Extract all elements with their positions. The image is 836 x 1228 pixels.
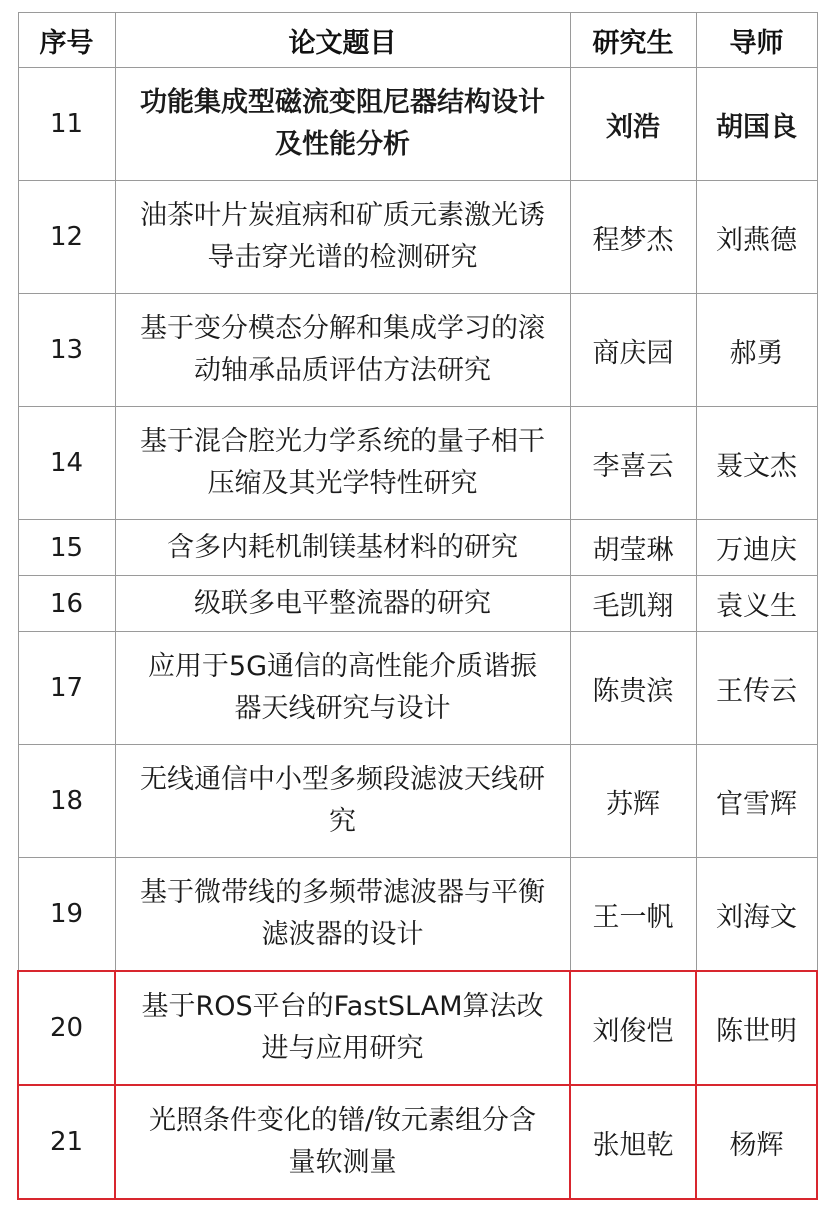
row-advisor: 王传云	[696, 632, 817, 745]
table-row	[18, 520, 817, 576]
row-student: 王一帆	[570, 858, 696, 972]
row-student: 陈贵滨	[570, 632, 696, 745]
title-line: 及性能分析	[275, 129, 410, 160]
row-advisor: 郝勇	[696, 294, 817, 407]
title-line: 导击穿光谱的检测研究	[207, 242, 478, 273]
row-advisor: 刘海文	[696, 858, 817, 972]
row-title	[115, 971, 570, 1085]
row-num: 11	[18, 68, 115, 181]
table-row	[18, 181, 817, 294]
row-advisor: 刘燕德	[696, 181, 817, 294]
title-line: 基于微带线的多频带滤波器与平衡	[140, 877, 545, 908]
table-header-row	[18, 13, 817, 68]
row-num: 13	[18, 294, 115, 407]
table-row-highlighted	[18, 971, 817, 1085]
title-line: 基于ROS平台的FastSLAM算法改	[141, 991, 544, 1022]
row-num: 17	[18, 632, 115, 745]
row-num: 14	[18, 407, 115, 520]
table-row	[18, 632, 817, 745]
row-student: 程梦杰	[570, 181, 696, 294]
title-line: 滤波器的设计	[261, 919, 424, 950]
row-num: 15	[18, 520, 115, 576]
row-title	[115, 576, 570, 632]
row-title	[115, 407, 570, 520]
title-line: 基于变分模态分解和集成学习的滚	[140, 313, 545, 344]
row-advisor: 聂文杰	[696, 407, 817, 520]
row-num: 20	[18, 971, 115, 1085]
row-num: 12	[18, 181, 115, 294]
header-student: 研究生	[570, 13, 696, 68]
header-advisor: 导师	[696, 13, 817, 68]
row-advisor: 陈世明	[696, 971, 817, 1085]
title-line: 无线通信中小型多频段滤波天线研	[140, 764, 545, 795]
table-row	[18, 745, 817, 858]
row-title	[115, 858, 570, 972]
table-row	[18, 576, 817, 632]
row-student: 李喜云	[570, 407, 696, 520]
row-student: 张旭乾	[570, 1085, 696, 1199]
row-student: 刘浩	[570, 68, 696, 181]
title-line: 压缩及其光学特性研究	[207, 468, 478, 499]
row-student: 苏辉	[570, 745, 696, 858]
title-line: 应用于5G通信的高性能介质谐振	[147, 651, 538, 682]
row-num: 18	[18, 745, 115, 858]
row-title	[115, 181, 570, 294]
row-title	[115, 632, 570, 745]
title-line: 基于混合腔光力学系统的量子相干	[140, 426, 545, 457]
title-line: 含多内耗机制镁基材料的研究	[167, 531, 518, 563]
row-advisor: 袁义生	[696, 576, 817, 632]
title-line: 级联多电平整流器的研究	[194, 587, 491, 619]
row-num: 16	[18, 576, 115, 632]
title-line: 油茶叶片炭疽病和矿质元素激光诱	[140, 200, 545, 231]
title-line: 量软测量	[288, 1147, 397, 1178]
thesis-table	[17, 12, 818, 1200]
row-title	[115, 68, 570, 181]
row-student: 商庆园	[570, 294, 696, 407]
table-row	[18, 68, 817, 181]
title-line: 光照条件变化的镨/钕元素组分含	[148, 1105, 537, 1136]
header-num: 序号	[18, 13, 115, 68]
row-title	[115, 1085, 570, 1199]
row-advisor: 官雪辉	[696, 745, 817, 858]
title-line: 器天线研究与设计	[234, 693, 451, 724]
row-advisor: 胡国良	[696, 68, 817, 181]
table-row-highlighted	[18, 1085, 817, 1199]
title-line: 进与应用研究	[261, 1033, 424, 1064]
table-row	[18, 294, 817, 407]
table-row	[18, 407, 817, 520]
table-row	[18, 858, 817, 972]
row-title	[115, 745, 570, 858]
row-student: 毛凯翔	[570, 576, 696, 632]
row-title	[115, 520, 570, 576]
row-num: 21	[18, 1085, 115, 1199]
row-num: 19	[18, 858, 115, 972]
row-student: 刘俊恺	[570, 971, 696, 1085]
row-student: 胡莹琳	[570, 520, 696, 576]
header-title: 论文题目	[115, 13, 570, 68]
title-line: 究	[329, 806, 356, 837]
row-title	[115, 294, 570, 407]
title-line: 功能集成型磁流变阻尼器结构设计	[140, 87, 545, 118]
title-line: 动轴承品质评估方法研究	[194, 355, 491, 386]
row-advisor: 万迪庆	[696, 520, 817, 576]
row-advisor: 杨辉	[696, 1085, 817, 1199]
